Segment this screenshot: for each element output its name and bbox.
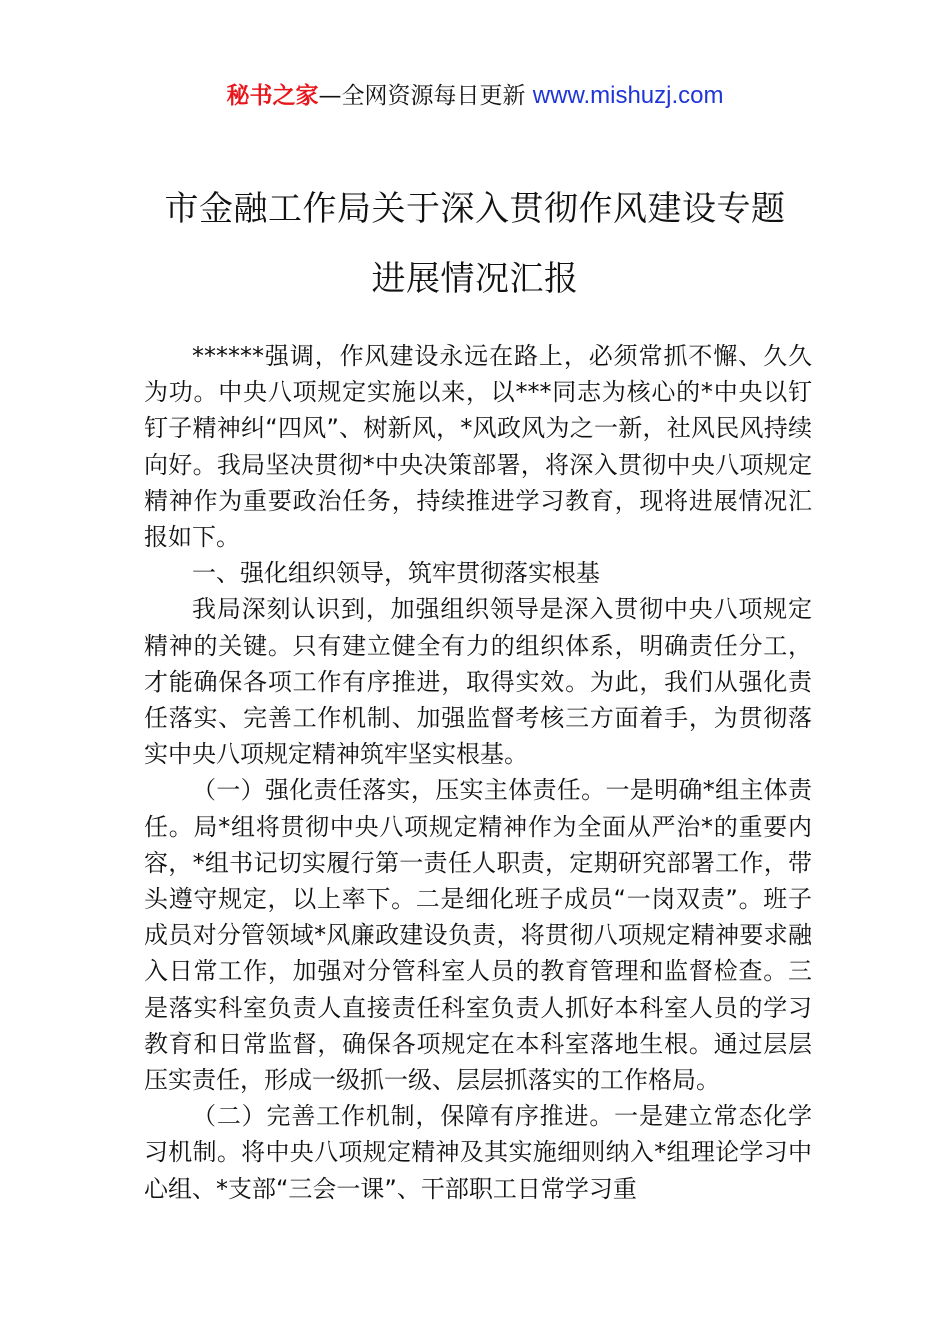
document-title-line-1: 市金融工作局关于深入贯彻作风建设专题 [164, 189, 786, 229]
site-brand-name: 秘书之家 [226, 83, 319, 109]
intro-paragraph: ******强调，作风建设永远在路上，必须常抓不懈、久久为功。中央八项规定实施以来，以***同志为核心的*中央以钉钉子精神纠“四风”、树新风，*风政风为之一新，社风民风持续向好。我局坚决贯彻*中央决策部署，将深入贯彻中央八项规定精神作为重要政治任务，持续推进学习教育，现将进展情况汇报如下。 [144, 342, 812, 552]
document-title [0, 174, 950, 314]
site-tagline: —全网资源每日更新 [318, 83, 526, 109]
section-heading-1: 一、强化组织领导，筑牢贯彻落实根基 [192, 559, 600, 588]
section-1-paragraph: 我局深刻认识到，加强组织领导是深入贯彻中央八项规定精神的关键。只有建立健全有力的组织体系，明确责任分工，才能确保各项工作有序推进，取得实效。为此，我们从强化责任落实、完善工作机制、加强监督考核三方面着手，为贯彻落实中央八项规定精神筑牢坚实根基。 [144, 595, 812, 769]
subsection-1-paragraph: （一）强化责任落实，压实主体责任。一是明确*组主体责任。局*组将贯彻中央八项规定精神作为全面从严治*的重要内容，*组书记切实履行第一责任人职责，定期研究部署工作，带头遵守规定，以上率下。二是细化班子成员“一岗双责”。班子成员对分管领域*风廉政建设负责，将贯彻八项规定精神要求融入日常工作，加强对分管科室人员的教育管理和监督检查。三是落实科室负责人直接责任科室负责人抓好本科室人员的学习教育和日常监督，确保各项规定在本科室落地生根。通过层层压实责任，形成一级抓一级、层层抓落实的工作格局。 [144, 776, 812, 1095]
site-url-link[interactable]: www.mishuzj.com [532, 82, 724, 109]
subsection-2-paragraph: （二）完善工作机制，保障有序推进。一是建立常态化学习机制。将中央八项规定精神及其实施细则纳入*组理论学习中心组、*支部“三会一课”、干部职工日常学习重 [144, 1102, 812, 1203]
site-header-banner [0, 80, 950, 112]
document-title-line-2: 进展情况汇报 [371, 259, 579, 299]
document-body [144, 338, 812, 1207]
